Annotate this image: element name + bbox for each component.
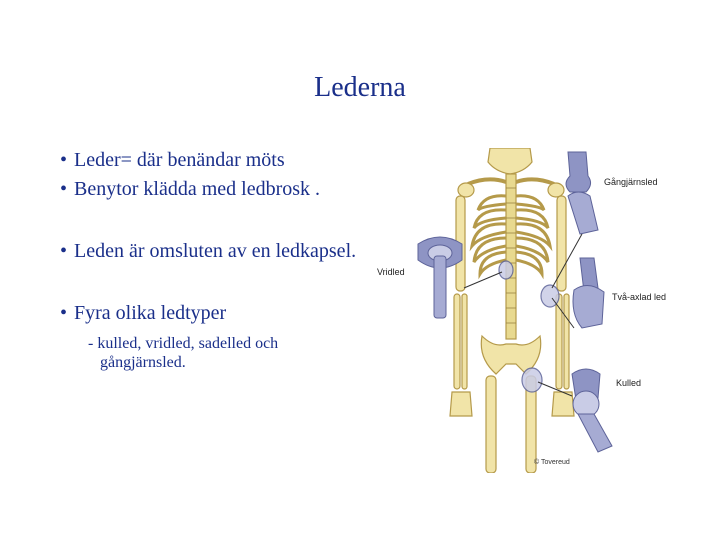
- skeleton-joints-figure: [372, 148, 672, 473]
- bullet-list: [60, 146, 360, 372]
- bullet-marker: •: [60, 302, 68, 324]
- copyright-text: © Tovereud: [534, 459, 570, 466]
- ball-joint-illustration: [572, 369, 612, 452]
- bullet-3-text: Leden är omsluten av en ledkapsel.: [74, 240, 357, 262]
- bullet-1: [60, 146, 360, 175]
- bullet-marker: •: [60, 240, 68, 262]
- sub-bullet: - kulled, vridled, sadelled och gångjärnsled.: [88, 335, 279, 371]
- bullet-1-text: Leder= där benändar möts: [74, 149, 285, 171]
- bullet-marker: •: [60, 178, 68, 200]
- slide-title: Lederna: [314, 72, 406, 103]
- label-biaxial-joint: Två-axlad led: [612, 292, 667, 302]
- label-hinge-joint: Gångjärnsled: [604, 177, 658, 187]
- hinge-joint-illustration: [566, 152, 598, 234]
- label-ball-joint: Kulled: [616, 378, 642, 388]
- label-pivot-joint: Vridled: [377, 267, 405, 277]
- bullet-2: [60, 175, 360, 204]
- skeleton-illustration: [450, 148, 574, 473]
- bullet-4-text: Fyra olika ledtyper: [74, 302, 227, 324]
- bullet-2-text: Benytor klädda med ledbrosk .: [74, 178, 321, 200]
- bullet-4: [60, 299, 360, 328]
- biaxial-joint-illustration: [573, 258, 604, 328]
- bullet-3: [60, 237, 360, 266]
- bullet-marker: •: [60, 149, 68, 171]
